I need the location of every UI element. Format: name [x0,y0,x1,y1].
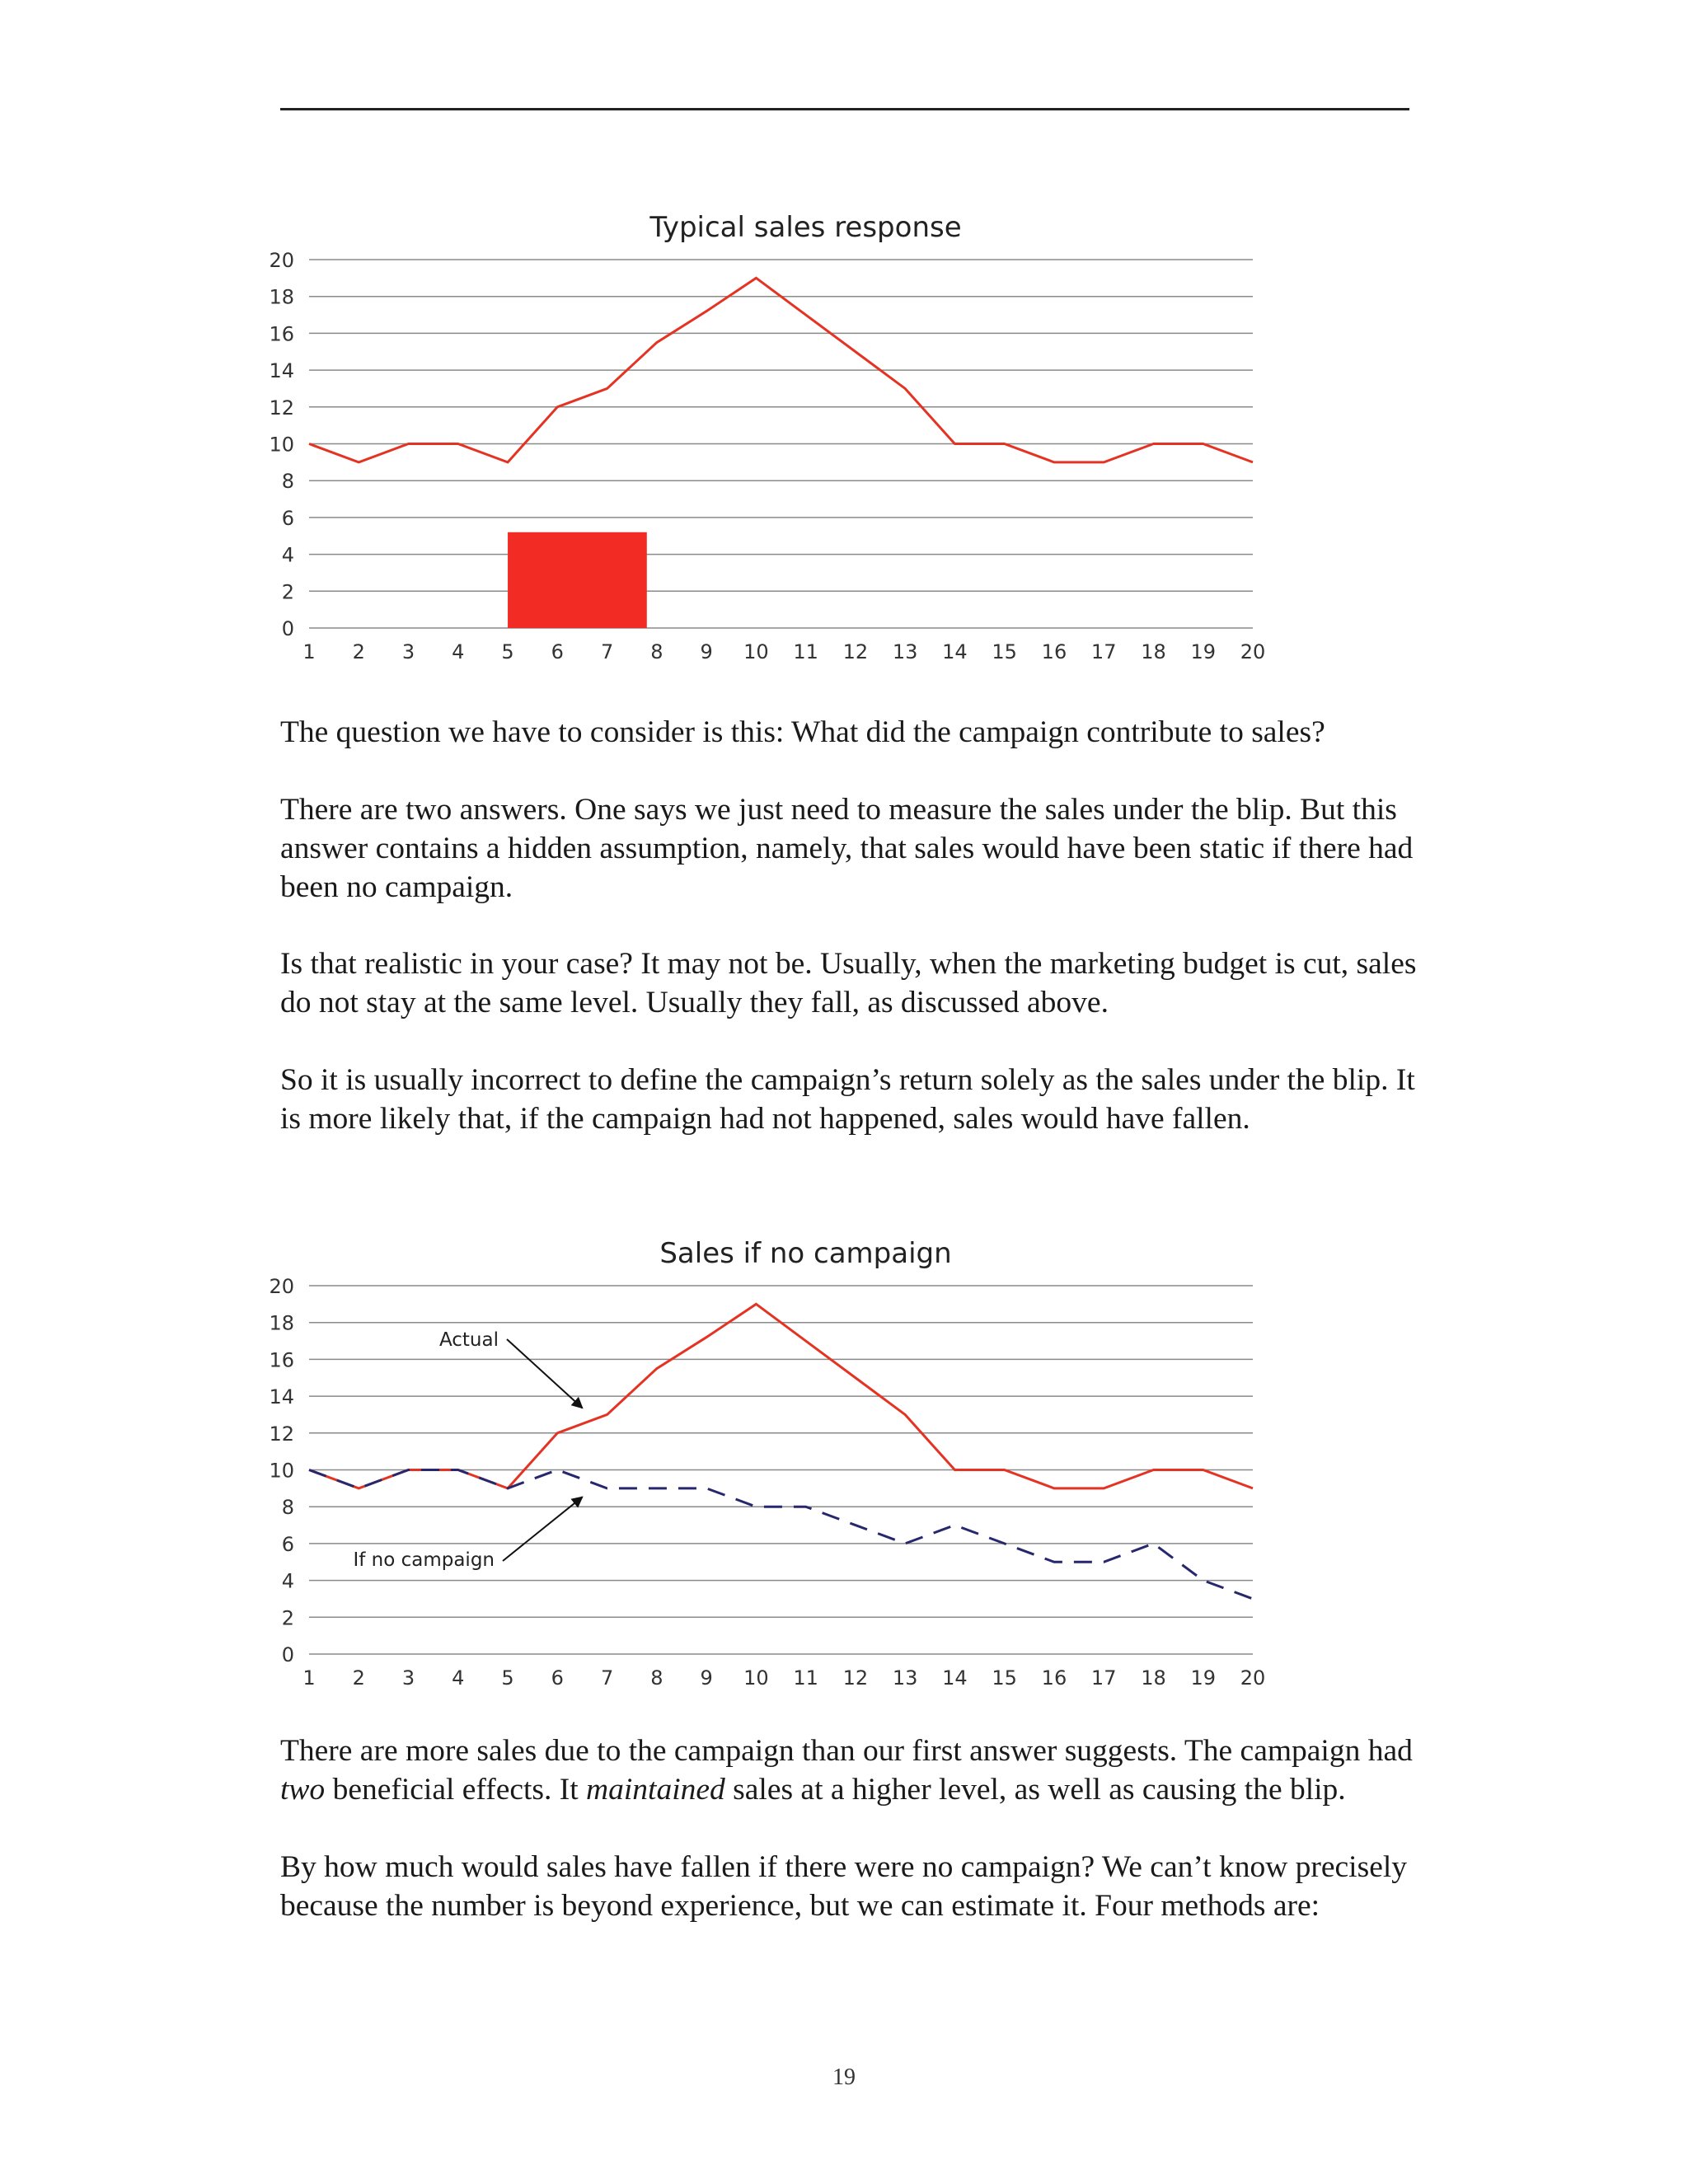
x-tick-label: 5 [501,1666,514,1690]
x-tick-label: 18 [1141,1666,1166,1690]
annotation-actual: Actual [438,1329,499,1351]
chart-svg [264,202,1319,672]
x-tick-label: 16 [1041,1666,1067,1690]
y-tick-label: 16 [269,1348,294,1372]
chart-title: Typical sales response [649,211,962,244]
x-tick-label: 12 [842,640,869,663]
chart-svg [264,1228,1319,1698]
paragraph-5-part-1: There are more sales due to the campaign than our first answer suggests. The campaign had [280,1734,1413,1768]
x-tick-label: 1 [302,640,316,663]
y-tick-label: 18 [269,1311,294,1335]
x-tick-label: 11 [793,640,818,663]
x-tick-label: 17 [1090,640,1117,663]
paragraph-1: The question we have to consider is this: What did the campaign contribute to sales? [280,715,1325,749]
x-tick-label: 15 [992,1666,1017,1690]
x-tick-label: 20 [1240,640,1266,663]
x-tick-label: 9 [700,640,713,663]
x-tick-label: 13 [892,1666,918,1690]
paragraph-4: So it is usually incorrect to define the campaign’s return solely as the sales under the blip. It is more likely that, if the campaign had not happened, sales would have fallen. [280,1063,1415,1136]
x-tick-label: 13 [892,640,918,663]
x-tick-label: 7 [600,1666,614,1690]
x-tick-label: 18 [1141,640,1166,663]
x-tick-label: 12 [842,1666,869,1690]
y-tick-label: 8 [281,470,294,494]
page-number: 19 [832,2064,856,2090]
x-tick-label: 15 [992,640,1017,663]
paragraph-6: By how much would sales have fallen if there were no campaign? We can’t know precisely because the number is beyond experience, but we can estimate it. Four methods are: [280,1850,1408,1923]
paragraph-5-emphasis-maintained: maintained [586,1773,725,1807]
x-tick-label: 5 [501,640,514,663]
annotation-arrow-actual [507,1339,583,1408]
paragraph-5 [280,1732,1434,1809]
y-tick-label: 2 [281,1606,294,1630]
x-tick-label: 1 [302,1666,316,1690]
x-tick-label: 3 [401,1666,415,1690]
paragraph-3: Is that realistic in your case? It may not be. Usually, when the marketing budget is cut, sales do not stay at the same level. Usually they fall, as discussed above. [280,947,1417,1019]
paragraph-5-emphasis-two: two [280,1773,326,1807]
chart-typical-sales-response [264,202,1319,672]
x-tick-label: 16 [1041,640,1067,663]
y-tick-label: 20 [269,1275,294,1298]
paragraph-5-part-3: sales at a higher level, as well as causing the blip. [724,1773,1346,1807]
y-tick-label: 6 [281,1532,294,1556]
x-tick-label: 3 [401,640,415,663]
y-tick-label: 0 [281,617,294,640]
paragraph-2: There are two answers. One says we just need to measure the sales under the blip. But this answer contains a hidden assumption, namely, that sales would have been static if there had been no campaign. [280,793,1414,904]
y-tick-label: 12 [269,1422,294,1446]
x-tick-label: 11 [793,1666,818,1690]
y-tick-label: 14 [269,1385,294,1409]
y-tick-label: 0 [281,1643,294,1666]
x-tick-label: 8 [650,1666,663,1690]
campaign-bar [508,532,647,628]
header-rule [280,108,1409,110]
x-tick-label: 2 [352,640,365,663]
x-tick-label: 6 [551,640,564,663]
x-tick-label: 4 [452,640,465,663]
chart-sales-if-no-campaign [264,1228,1319,1698]
x-tick-label: 8 [650,640,663,663]
x-tick-label: 6 [551,1666,564,1690]
x-tick-label: 14 [942,640,968,663]
y-tick-label: 8 [281,1496,294,1520]
x-tick-label: 10 [743,1666,769,1690]
x-tick-label: 2 [352,1666,365,1690]
x-tick-label: 9 [700,1666,713,1690]
series-line-no-campaign [309,1470,1253,1599]
y-tick-label: 20 [269,249,294,272]
y-tick-label: 12 [269,396,294,419]
x-tick-label: 17 [1090,1666,1117,1690]
x-tick-label: 20 [1240,1666,1266,1690]
x-tick-label: 14 [942,1666,968,1690]
x-tick-label: 10 [743,640,769,663]
y-tick-label: 2 [281,580,294,604]
x-tick-label: 19 [1190,640,1217,663]
chart-title: Sales if no campaign [659,1237,952,1270]
y-tick-label: 10 [269,433,294,457]
y-tick-label: 14 [269,359,294,383]
y-tick-label: 6 [281,506,294,530]
y-tick-label: 4 [281,1569,294,1593]
y-tick-label: 10 [269,1459,294,1483]
x-tick-label: 4 [452,1666,465,1690]
x-tick-label: 19 [1190,1666,1217,1690]
x-tick-label: 7 [600,640,614,663]
annotation-if-no-campaign: If no campaign [353,1549,495,1571]
y-tick-label: 4 [281,543,294,567]
y-tick-label: 16 [269,322,294,346]
paragraph-5-part-2: beneficial effects. It [325,1773,587,1807]
y-tick-label: 18 [269,285,294,309]
